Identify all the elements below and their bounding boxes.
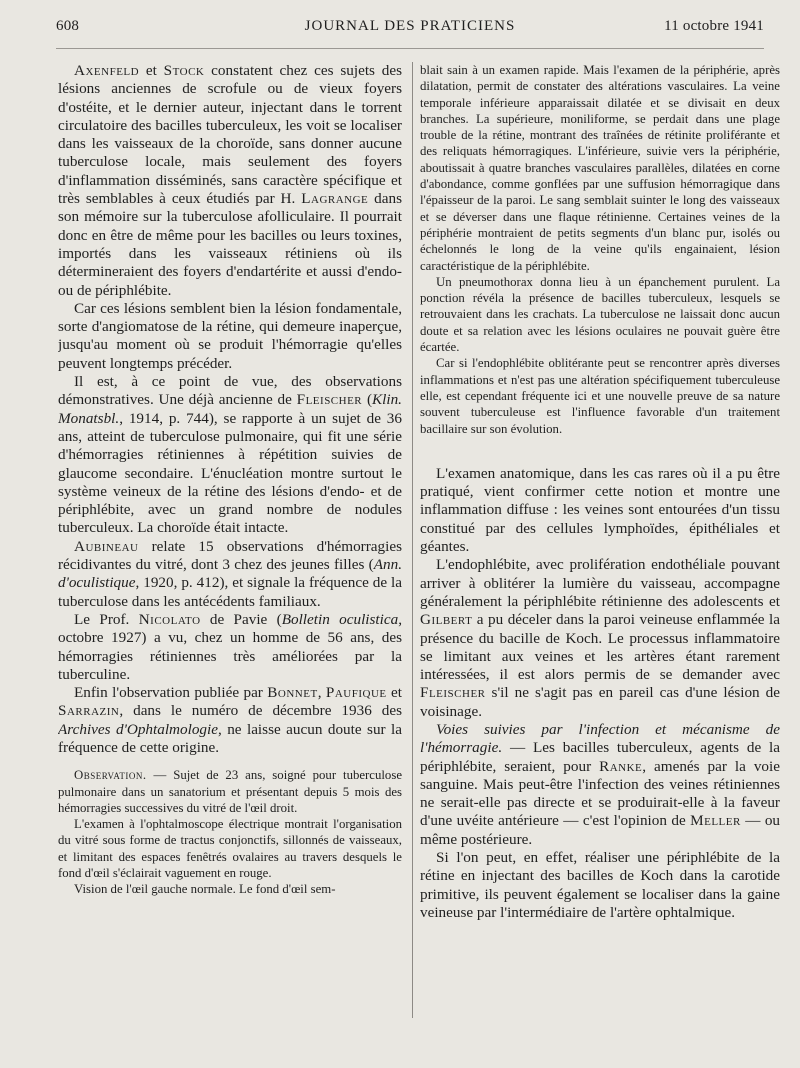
observation-continued: blait sain à un examen rapide. Mais l'examen de la périphérie, après dilatation, permit de constater des altérations vasculaires. La veine temporale inférieure apparaissait dilatée et se divisait en deux branches. La supérieure, moniliforme, se perdait dans une plage trouble de la rétine, montrant des traînées de rétinite proliférante et des reliquats hémorragiques. L'inférieure, suivie vers la périphérie, aboutissait à quatre branches vasculaires parallèles, dilatées en corne d'abondance, comme gonflées par une suffusion hémorragique dans l'épaisseur de la paroi. Le sang semblait suinter le long des vaisseaux et se déverser dans une flaque rétinienne. Certaines veines de la périphérie montraient de petits segments d'un blanc pur, isolés ou échelonnés le long de la veine qu'ils engainaient, lésion caractéristique de la périphlébite. (420, 63, 780, 273)
observation-intro: Observation. — Sujet de 23 ans, soigné pour tuberculose pulmonaire dans un sanatorium et présentant depuis 5 mois des hémorragies successives du vitré de l'œil droit. (58, 768, 402, 815)
observation-block (58, 767, 402, 897)
paragraph-gilbert: L'endophlébite, avec prolifération endothéliale pouvant arriver à oblitérer la lumière du vaisseau, accompagne généralement la périphlébite rétinienne des adolescents et Gilbert a pu déceler dans la paroi veineuse enflammée la présence du bacille de Koch. Le processus inflammatoire se limitant aux veines et les artères étant rarement intéressées, il est alors permis de se demander avec Fleischer s'il ne s'agit pas en pareil cas d'une lésion de voisinage. (420, 556, 780, 720)
header-rule (56, 48, 764, 49)
paragraph-fleischer: Il est, à ce point de vue, des observations démonstratives. Une déjà ancienne de Fleischer (Klin. Monatsbl., 1914, p. 744), se rapporte à un sujet de 36 ans, atteint de tuberculose pulmonaire, qui fit une série d'hémorragies rétiniennes à répétition suivies de glaucome secondaire. L'énucléation montre surtout le système veineux de la rétine des lésions d'endo- et de périphlébite, avec un grand nombre de nodules tuberculeux. La choroïde était intacte. (58, 373, 402, 537)
paragraph-endophlebite: Car si l'endophlébite oblitérante peut se rencontrer après diverses inflammations et n'est pas une altération spécifiquement tuberculeuse elle, est cependant fréquente ici et une nouvelle preuve de sa nature souvent tuberculeuse est l'influence favorable d'un traitement bacillaire sur son évolution. (420, 356, 780, 436)
paragraph-aubineau: Aubineau relate 15 observations d'hémorragies récidivantes du vitré, dont 3 chez des jeunes filles (Ann. d'oculistique, 1920, p. 412), et signale la fréquence de la tuberculose dans les antécédents familiaux. (58, 537, 402, 610)
section-heading: Voies suivies par l'infection et mécanisme de l'hémorragie. (420, 720, 780, 757)
paragraph-axenfeld: Axenfeld et Stock constatent chez ces sujets des lésions anciennes de scrofule ou de vieux foyers d'ostéite, et le dernier auteur, injectant dans le torrent circulatoire des bacilles tuberculeux, les voit se localiser dans les vaisseaux de la choroïde, sans donner aucune tuberculose locale, mais seulement des foyers d'inflammation disséminés, sans caractère spécifique et très semblables à ceux étudiés par H. Lagrange dans son mémoire sur la tuberculose afolliculaire. Il pourrait donc en être de même pour les bacilles ou leurs toxines, importés dans les vaisseaux rétiniens où ils détermineraient des foyers d'endartérite et aussi d'endo- ou de périphlébite. (58, 62, 402, 299)
paragraph-nicolato: Le Prof. Nicolato de Pavie (Bolletin oculistica, octobre 1927) a vu, chez un homme de 56 ans, des hémorragies rétiniennes très améliorées par la tuberculine. (58, 610, 402, 683)
left-column (58, 62, 402, 898)
page-number: 608 (56, 18, 80, 34)
paragraph-bonnet: Enfin l'observation publiée par Bonnet, Paufique et Sarrazin, dans le numéro de décembre 1936 des Archives d'Ophtalmologie, ne laisse aucun doute sur la fréquence de cette origine. (58, 684, 402, 756)
right-column (420, 62, 780, 922)
journal-title: JOURNAL DES PRATICIENS (304, 18, 516, 34)
paragraph-voies-infection: Voies suivies par l'infection et mécanisme de l'hémorragie. — Les bacilles tuberculeux, agents de la périphlébite, seraient, pour Ranke, amenés par la voie sanguine. Mais peut-être l'infection des veines rétiniennes ne serait-elle pas directe et se produirait-elle à la faveur d'une uvéite antérieure — c'est l'opinion de Meller — ou même postérieure. (420, 720, 780, 848)
observation-vision: Vision de l'œil gauche normale. Le fond d'œil sem- (74, 882, 336, 897)
paragraph-carotide: Si l'on peut, en effet, réaliser une périphlébite de la rétine en injectant des bacilles de Koch dans la carotide primitive, ils peuvent également se localiser dans la gaine veineuse par l'intermédiaire de l'artère ophtalmique. (420, 849, 780, 921)
observation-exam: L'examen à l'ophtalmoscope électrique montrait l'organisation du vitré sous forme de tractus conjonctifs, sillonnés de vaisseaux, et limitant des espaces fenêtrés ovalaires au travers desquels le fond d'œil s'éclairait vaguement en rouge. (58, 817, 402, 881)
paragraph-lesions: Car ces lésions semblent bien la lésion fondamentale, sorte d'angiomatose de la rétine, qui demeure inaperçue, jusqu'au moment où se produit l'hémorragie qu'elles peuvent longtemps précéder. (58, 299, 402, 372)
paragraph-pneumothorax: Un pneumothorax donna lieu à un épanchement purulent. La ponction révéla la présence de bacilles tuberculeux, lesquels se retrouvaient dans les crachats. La tuberculose ne laissait donc aucun doute et sa relation avec les lésions oculaires ne pouvait guère être écartée. (420, 274, 780, 355)
column-divider (412, 62, 413, 1018)
issue-date: 11 octobre 1941 (664, 18, 764, 34)
running-header (56, 18, 764, 40)
paragraph-examen-anatomique: L'examen anatomique, dans les cas rares où il a pu être pratiqué, vient confirmer cette notion et montre une inflammation diffuse : les veines sont entourées d'un tissu constitué par des cellules lymphoïdes, épithéliales et géantes. (420, 464, 780, 556)
